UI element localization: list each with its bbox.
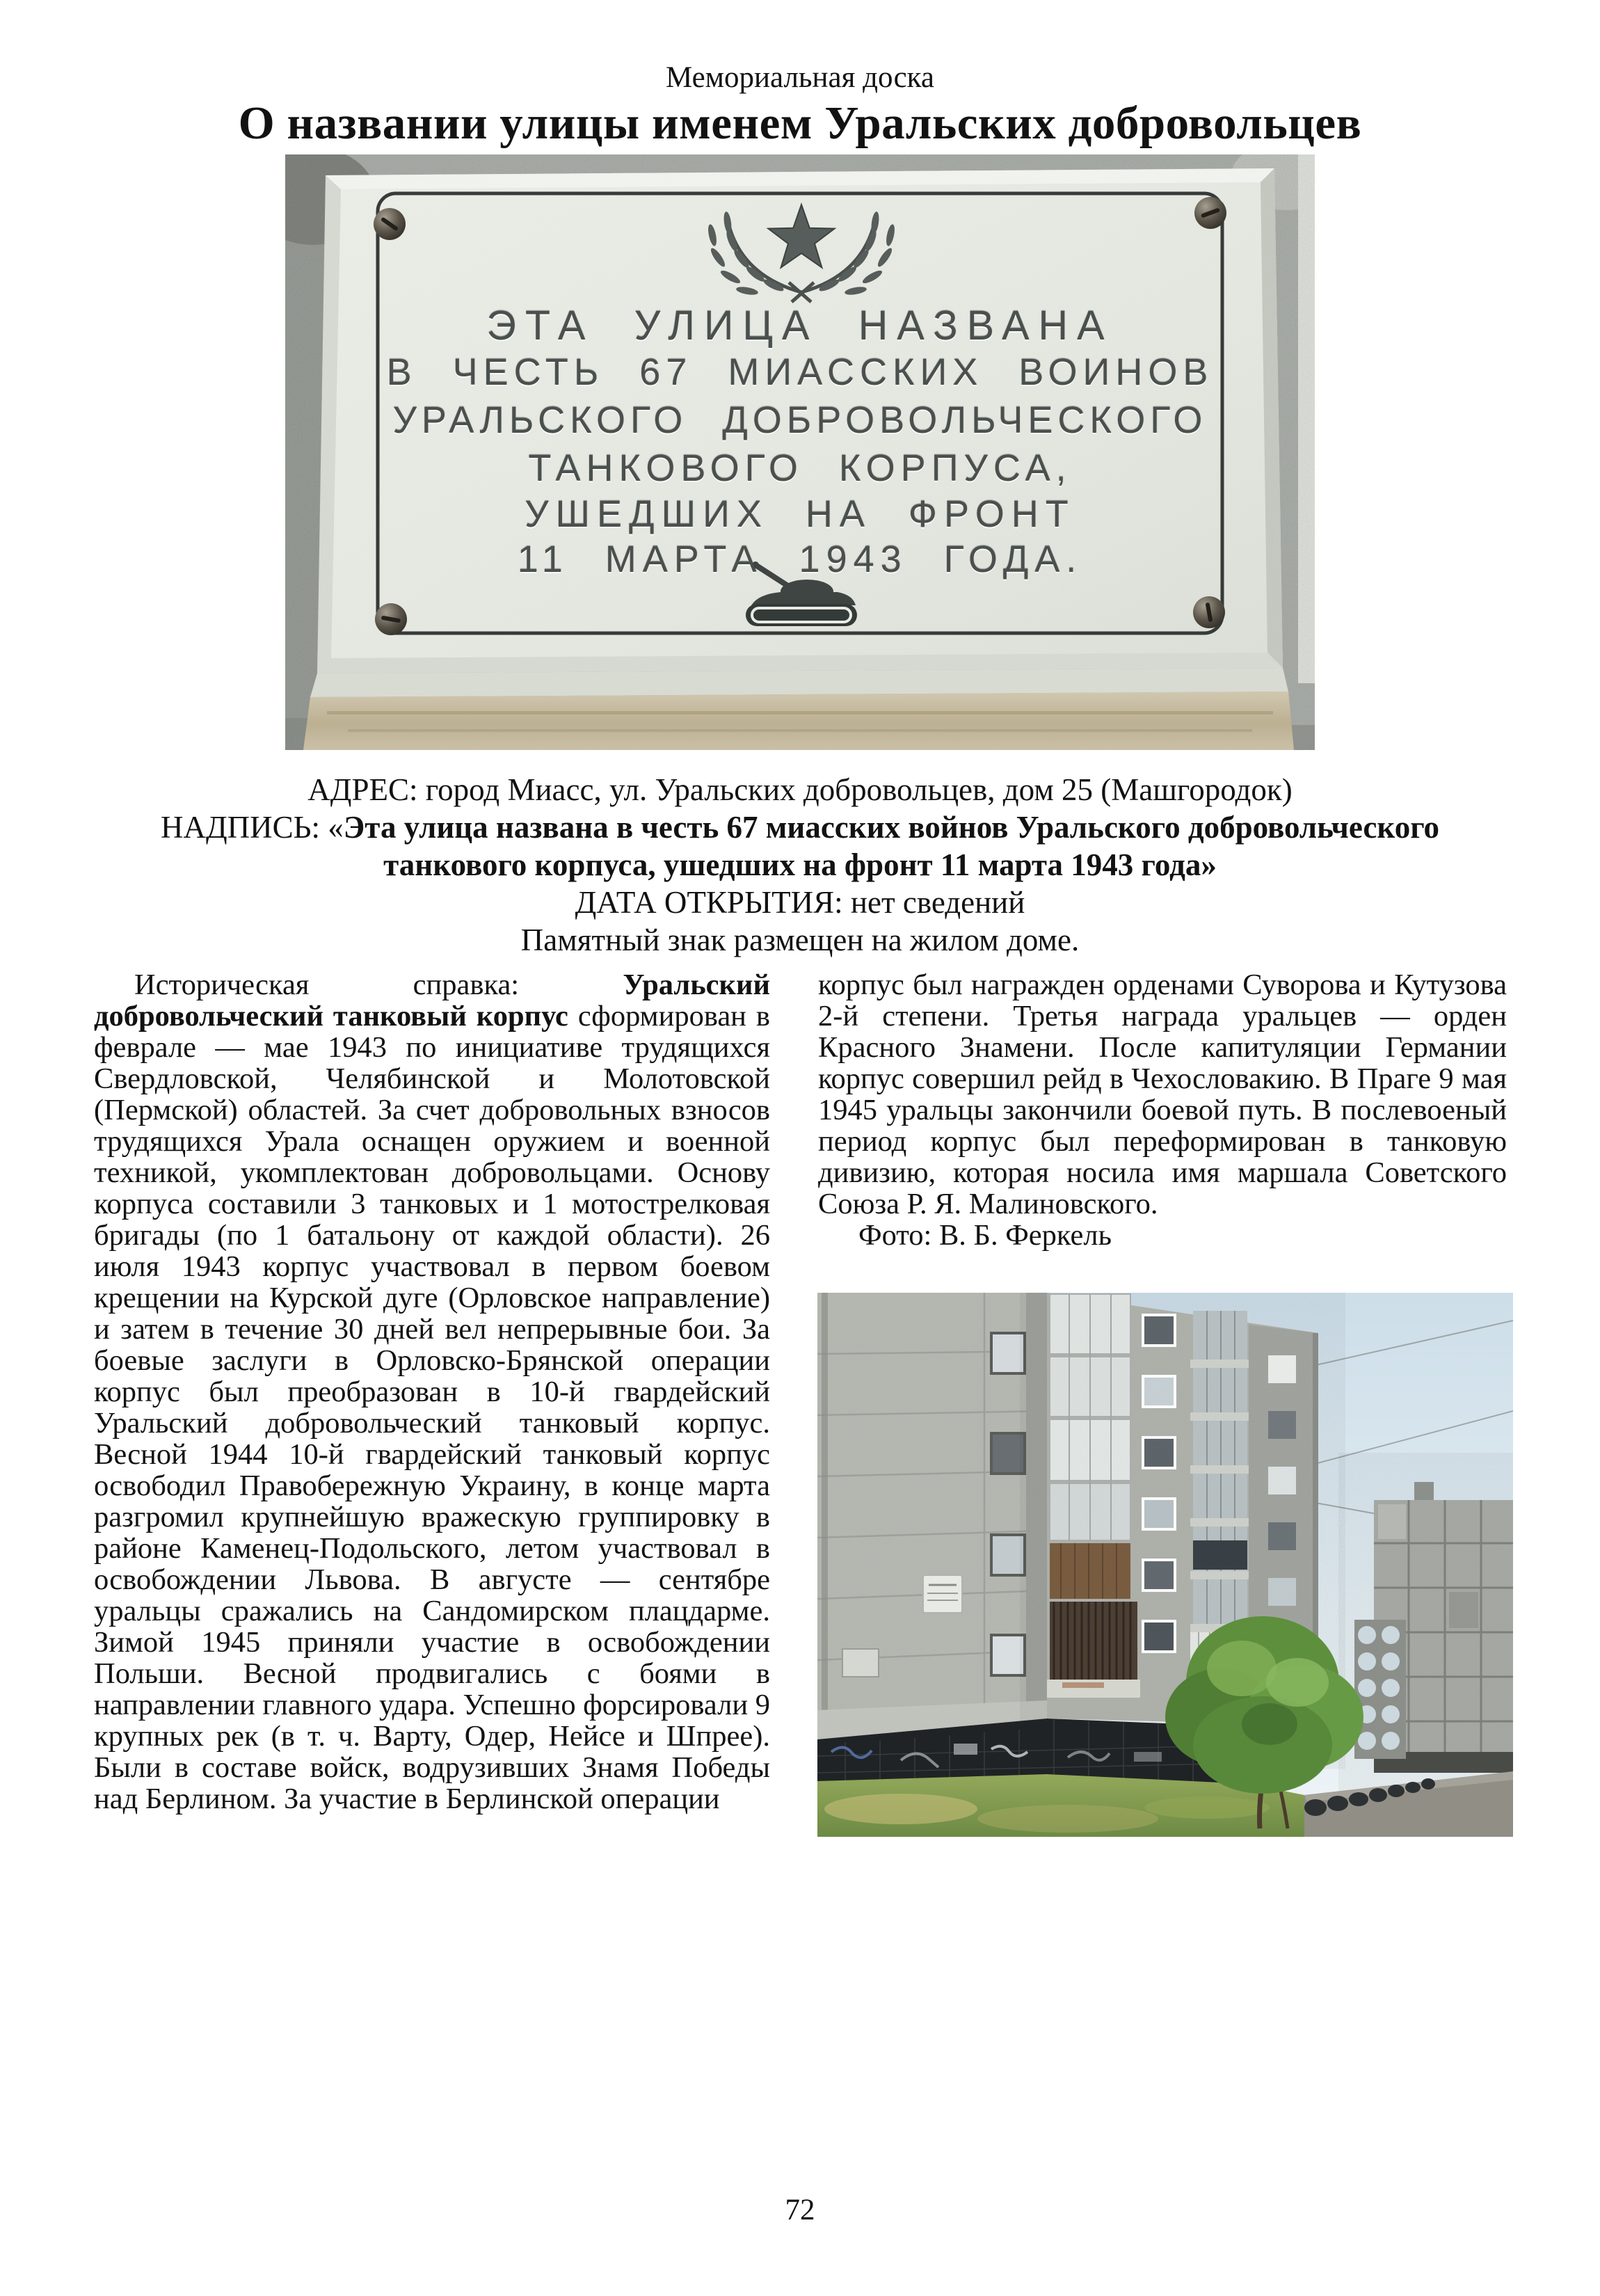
building-photo [817, 1293, 1513, 1837]
plaque-inscription [378, 154, 1222, 750]
address-line: АДРЕС: город Миасс, ул. Уральских добровольцев, дом 25 (Машгородок) [307, 772, 1293, 807]
photo-credit: Фото: В. Б. Феркель [858, 1219, 1112, 1252]
page-title: О названии улицы именем Уральских добровольцев [238, 97, 1362, 149]
article-paragraph-continued: корпус был награжден орденами Суворова и Кутузова 2-й степени. Третья награда уральцев — орден Красного Знамени. После капитуляции Германии корпус совершил рейд в Чехословакию. В Праге 9 мая 1945 уральцы закончили боевой путь. В послевоеный период корпус был переформирован в танковую дивизию, которая носила имя маршала Советского Союза Р. Я. Малиновского. [818, 968, 1507, 1220]
monument-details [94, 771, 1506, 959]
memorial-plaque-photo [285, 154, 1315, 750]
article-column-left [94, 969, 770, 1815]
plaque-on-wall [923, 1575, 962, 1613]
placement-line: Памятный знак размещен на жилом доме. [520, 923, 1080, 957]
plaque-line: ТАНКОВОГО КОРПУСА, [528, 447, 1072, 489]
background-building [1354, 1482, 1513, 1773]
plaque-line: УШЕДШИХ НА ФРОНТ [525, 493, 1075, 535]
inscription-line-2: танкового корпуса, ушедших на фронт 11 марта 1943 года» [383, 847, 1217, 882]
section-kicker: Мемориальная доска [666, 61, 934, 94]
plaque-line: УРАЛЬСКОГО ДОБРОВОЛЬЧЕСКОГО [392, 399, 1208, 441]
article-paragraph: Историческая справка: Уральский добровольческий танковый корпус сформирован в феврале — мае 1943 по инициативе трудящихся Свердловской, Челябинской и Молотовской (Пермской) областей. За счет добровольных взносов трудящихся Урала оснащен оружием и военной техникой, укомплектован добровольцами. Основу корпуса составили 3 танковых и 1 мотострелковая бригады (по 1 батальону от каждой области). 26 июля 1943 корпус участвовал в первом боевом крещении на Курской дуге (Орловское направление) и затем в течение 30 дней вел непрерывные бои. За боевые заслуги в Орловско-Брянской операции корпус был преобразован в 10-й гвардейский Уральский добровольческий танковый корпус. Весной 1944 10-й гвардейский танковый корпус освободил Правобережную Украину, в конце марта разгромил крупнейшую вражескую группировку в районе Каменец-Подольского, летом участвовал в освобождении Львова. В августе — сентябре уральцы сражались на Сандомирском плацдарме. Зимой 1945 приняли участие в освобождении Польши. Весной продвигались с боями в направлении главного удара. Успешно форсировали 9 крупных рек (в т. ч. Варту, Одер, Нейсе и Шпрее). Были в составе войск, водрузивших Знамя Победы над Берлином. За участие в Берлинской операции [94, 968, 770, 1815]
plaque-line: 11 МАРТА 1943 ГОДА. [517, 539, 1083, 580]
plaque-line: ЭТА УЛИЦА НАЗВАНА [486, 303, 1114, 349]
inscription-line-1: НАДПИСЬ: «Эта улица названа в честь 67 миасских войнов Уральского добровольческого [160, 810, 1440, 845]
article-column-right [818, 969, 1507, 1251]
opening-date-line: ДАТА ОТКРЫТИЯ: нет сведений [575, 885, 1025, 920]
building-photo-art [817, 1293, 1513, 1837]
page-number: 72 [785, 2194, 815, 2226]
main-building-end-wall [817, 1293, 1047, 1739]
plaque-line: В ЧЕСТЬ 67 МИАССКИХ ВОИНОВ [386, 351, 1214, 393]
